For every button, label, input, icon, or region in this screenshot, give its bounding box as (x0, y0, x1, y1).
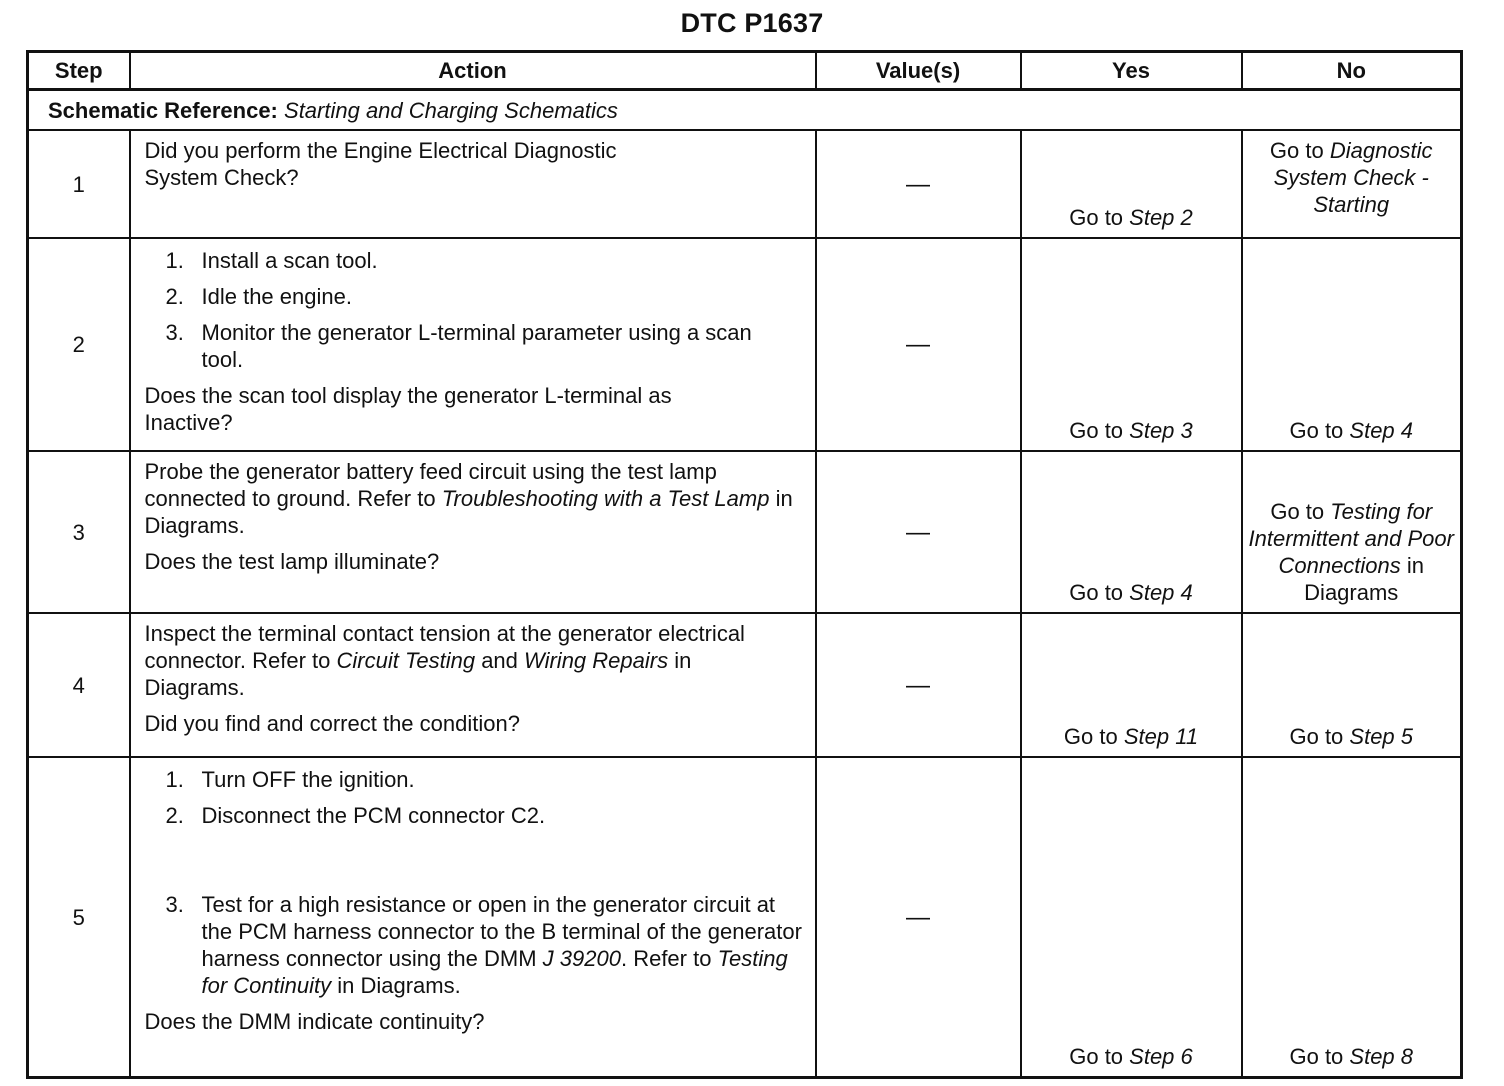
list-item (145, 766, 807, 793)
substep-text: Idle the engine. (201, 284, 352, 309)
substep-number: 2. (165, 284, 184, 309)
list-item (145, 283, 807, 310)
action-text: Did you perform the Engine Electrical Diagnostic System Check? (144, 138, 617, 190)
list-item (145, 891, 807, 999)
table-row (28, 757, 1462, 1078)
yes-step-link[interactable]: Step 11 (1123, 724, 1199, 749)
no-cell (1242, 130, 1462, 238)
col-header-action: Action (130, 52, 816, 90)
action-text (145, 620, 807, 701)
no-step-link[interactable]: Step 4 (1349, 418, 1414, 443)
substep-list (145, 891, 807, 999)
yes-prefix: Go to (1069, 418, 1130, 443)
action-reference-link[interactable]: Wiring Repairs (524, 648, 669, 673)
list-item (145, 247, 807, 274)
action-reference-link[interactable]: Circuit Testing (336, 648, 476, 673)
schematic-reference-label: Schematic Reference: (48, 97, 278, 123)
substep-number: 3. (165, 320, 184, 345)
no-cell (1242, 613, 1462, 757)
action-cell (130, 757, 816, 1078)
substep-list (145, 766, 807, 829)
step-number: 5 (28, 757, 130, 1078)
yes-step-link[interactable]: Step 3 (1129, 418, 1193, 443)
yes-prefix: Go to (1063, 724, 1124, 749)
no-step-link[interactable]: Diagnostic System Check - Starting (1273, 138, 1433, 217)
no-cell (1242, 238, 1462, 451)
substep-text: in Diagrams. (331, 973, 461, 998)
yes-cell (1021, 130, 1242, 238)
col-header-no: No (1242, 52, 1462, 90)
action-question: Does the test lamp illuminate? (144, 549, 440, 574)
step-number: 4 (28, 613, 130, 757)
yes-cell (1021, 451, 1242, 613)
no-prefix: Go to (1270, 499, 1331, 524)
action-text-part: in Diagrams. (144, 648, 692, 700)
yes-step-link[interactable]: Step 2 (1129, 205, 1193, 230)
table-row (28, 130, 1462, 238)
action-text-part: Probe the generator battery feed circuit using the test lamp connected to ground. Refer to (144, 459, 717, 511)
action-cell (130, 238, 816, 451)
substep-text: Turn OFF the ignition. (201, 767, 415, 792)
no-step-link[interactable]: Step 8 (1349, 1044, 1414, 1069)
yes-cell (1021, 757, 1242, 1078)
no-cell (1242, 757, 1462, 1078)
diagnostic-table (26, 50, 1463, 1079)
action-reference-link[interactable]: Troubleshooting with a Test Lamp (441, 486, 770, 511)
action-question: Does the scan tool display the generator L-terminal as Inactive? (144, 383, 672, 435)
col-header-step: Step (28, 52, 130, 90)
schematic-reference-link[interactable]: Starting and Charging Schematics (284, 97, 618, 123)
list-item (145, 319, 807, 373)
schematic-reference-row (28, 90, 1462, 131)
no-prefix: Go to (1269, 138, 1330, 163)
no-cell (1242, 451, 1462, 613)
yes-step-link[interactable]: Step 6 (1129, 1044, 1193, 1069)
action-cell (130, 613, 816, 757)
yes-prefix: Go to (1069, 205, 1130, 230)
substep-list (145, 247, 807, 373)
col-header-yes: Yes (1021, 52, 1242, 90)
action-question: Does the DMM indicate continuity? (144, 1009, 485, 1034)
action-question: Did you find and correct the condition? (144, 711, 520, 736)
substep-number: 3. (165, 892, 184, 917)
yes-prefix: Go to (1069, 1044, 1130, 1069)
step-number: 1 (28, 130, 130, 238)
list-item (145, 802, 807, 829)
substep-text: Disconnect the PCM connector C2. (201, 803, 546, 828)
yes-prefix: Go to (1069, 580, 1130, 605)
substep-text: . Refer to (620, 946, 718, 971)
table-row (28, 451, 1462, 613)
step-number: 2 (28, 238, 130, 451)
action-text-part: in Diagrams. (144, 486, 793, 538)
value-cell: — (816, 613, 1021, 757)
col-header-values: Value(s) (816, 52, 1021, 90)
yes-cell (1021, 238, 1242, 451)
action-text-part: and (475, 648, 525, 673)
no-prefix: Go to (1289, 1044, 1350, 1069)
action-cell (130, 451, 816, 613)
yes-step-link[interactable]: Step 4 (1129, 580, 1193, 605)
substep-text: Install a scan tool. (201, 248, 378, 273)
action-reference-link[interactable]: Testing for Continuity (201, 946, 788, 998)
action-text (145, 458, 807, 539)
table-row (28, 238, 1462, 451)
yes-cell (1021, 613, 1242, 757)
substep-number: 2. (165, 803, 184, 828)
action-text-part: Inspect the terminal contact tension at the generator electrical connector. Refer to (144, 621, 745, 673)
page-title: DTC P1637 (680, 8, 824, 38)
value-cell: — (816, 130, 1021, 238)
tool-reference[interactable]: J 39200 (542, 946, 621, 971)
blank-space (145, 838, 807, 891)
table-row (28, 613, 1462, 757)
schematic-reference (28, 90, 1462, 131)
substep-text: Test for a high resistance or open in the generator circuit at the PCM harness connector to the B terminal of the generator harness connector using the DMM (201, 892, 802, 971)
value-cell: — (816, 238, 1021, 451)
no-suffix: in Diagrams (1304, 553, 1425, 605)
substep-number: 1. (165, 767, 184, 792)
substep-number: 1. (165, 248, 184, 273)
header-row (28, 52, 1462, 90)
substep-text: Monitor the generator L-terminal parameter using a scan tool. (201, 320, 752, 372)
value-cell: — (816, 757, 1021, 1078)
no-prefix: Go to (1289, 418, 1350, 443)
no-step-link[interactable]: Step 5 (1349, 724, 1414, 749)
step-number: 3 (28, 451, 130, 613)
value-cell: — (816, 451, 1021, 613)
no-reference-link[interactable]: Testing for Intermittent and Poor Connections (1248, 499, 1454, 578)
no-prefix: Go to (1289, 724, 1350, 749)
action-cell (130, 130, 816, 238)
